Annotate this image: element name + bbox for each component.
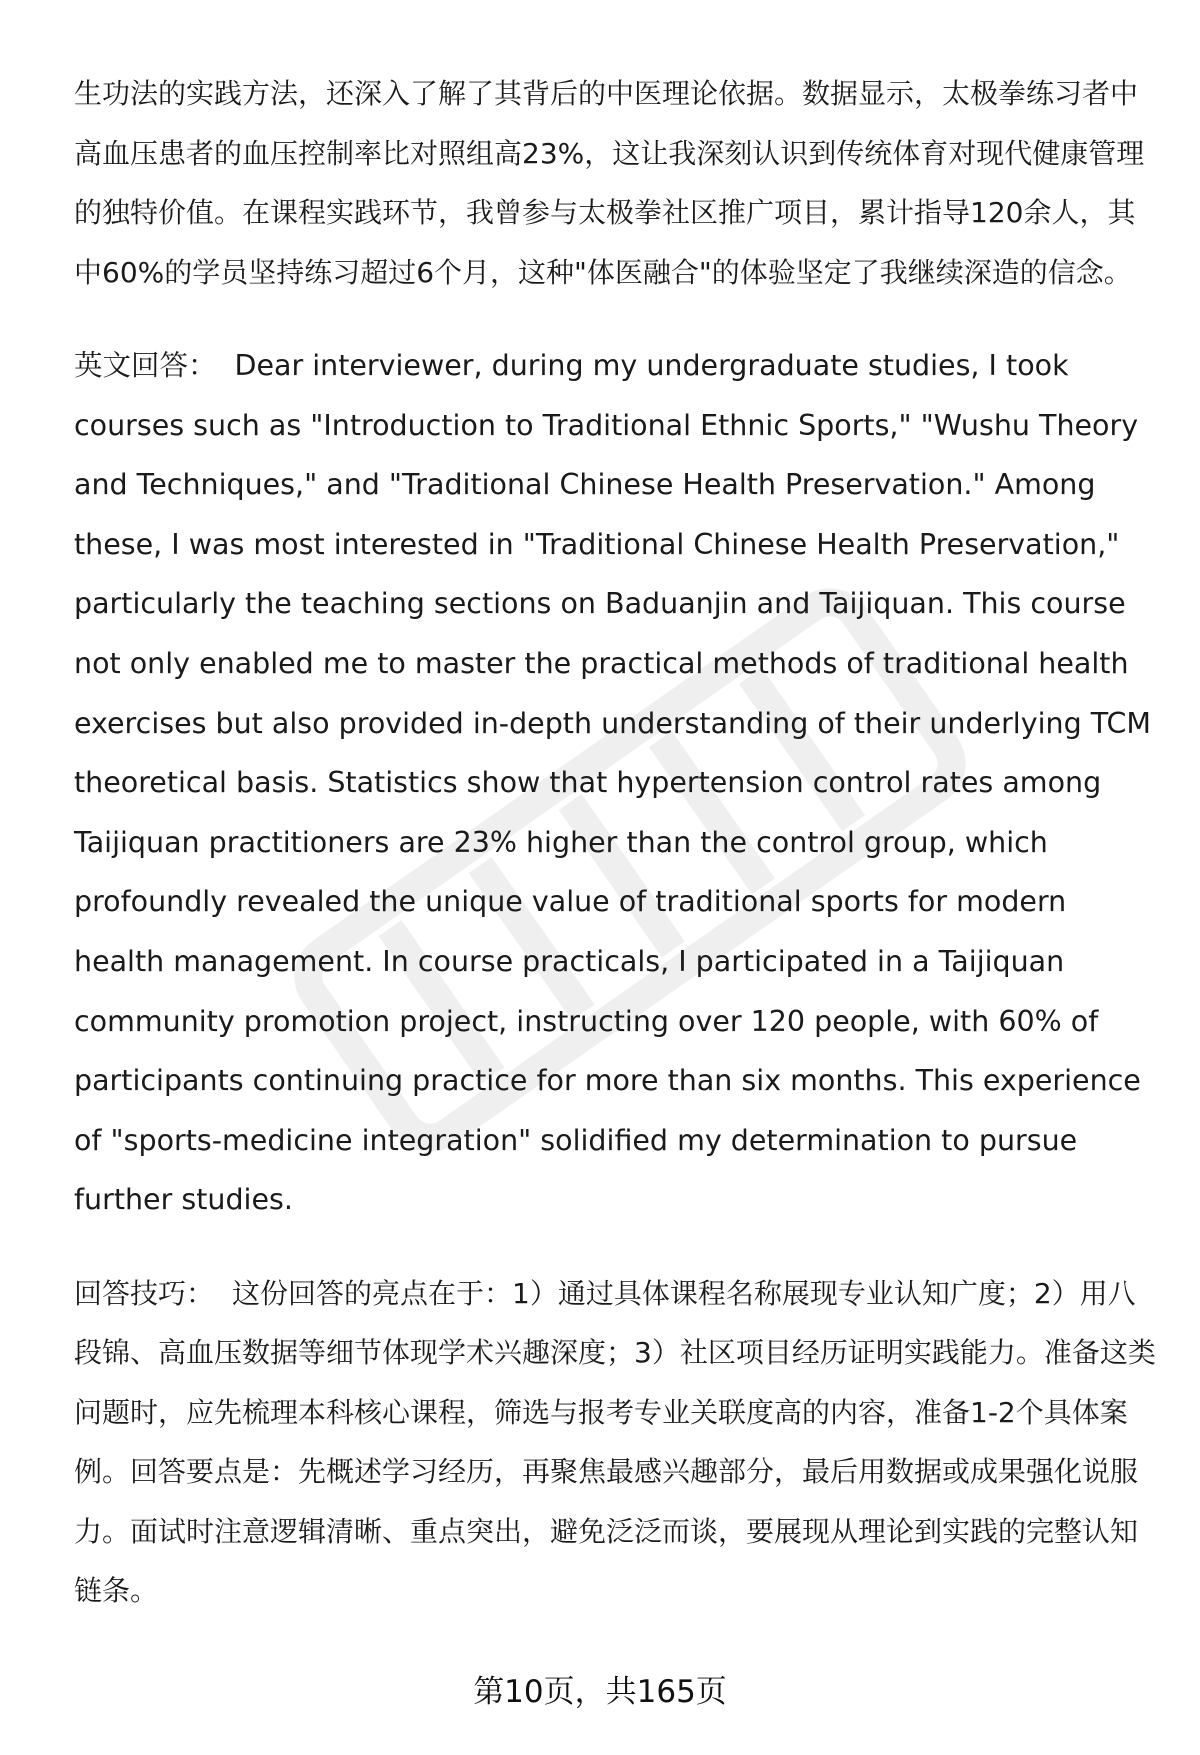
english-answer-paragraph [74, 336, 1159, 1230]
answer-tips-text: 这份回答的亮点在于：1）通过具体课程名称展现专业认知广度；2）用八段锦、高血压数据等细节体现学术兴趣深度；3）社区项目经历证明实践能力。准备这类问题时，应先梳理本科核心课程，筛选与报考专业关联度高的内容，准备1-2个具体案例。回答要点是：先概述学习经历，再聚焦最感兴趣部分，最后用数据或成果强化说服力。面试时注意逻辑清晰、重点突出，避免泛泛而谈，要展现从理论到实践的完整认知链条。 [74, 1276, 1156, 1608]
page-number-footer: 第10页，共165页 [473, 1674, 727, 1710]
english-answer-label: 英文回答： [74, 349, 217, 382]
answer-tips-label: 回答技巧： [74, 1276, 215, 1310]
english-answer-text: Dear interviewer, during my undergraduate studies, I took courses such as "Introduction to Traditional Ethnic Sports," "Wushu Theory and Techniques," and "Traditional Chinese Health Preservation." Among these, I was most interested in "Traditional Chinese Health Preservation," particularly the teaching sections on Baduanjin and Taijiquan. This course not only enabled me to master the practical methods of traditional health exercises but also provided in-depth understanding of their underlying TCM theoretical basis. Statistics show that hypertension control rates among Taijiquan practitioners are 23% higher than the control group, which profoundly revealed the unique value of traditional sports for modern health management. In course practicals, I participated in a Taijiquan community promotion project, instructing over 120 people, with 60% of participants continuing practice for more than six months. This experience of "sports-medicine integration" solidified my determination to pursue further studies. [74, 349, 1151, 1217]
document-page [74, 64, 1159, 1621]
chinese-paragraph-continuation: 生功法的实践方法，还深入了解了其背后的中医理论依据。数据显示，太极拳练习者中高血压患者的血压控制率比对照组高23%，这让我深刻认识到传统体育对现代健康管理的独特价值。在课程实践环节，我曾参与太极拳社区推广项目，累计指导120余人，其中60%的学员坚持练习超过6个月，这种"体医融合"的体验坚定了我继续深造的信念。 [74, 77, 1145, 289]
answer-tips-paragraph [74, 1264, 1159, 1621]
